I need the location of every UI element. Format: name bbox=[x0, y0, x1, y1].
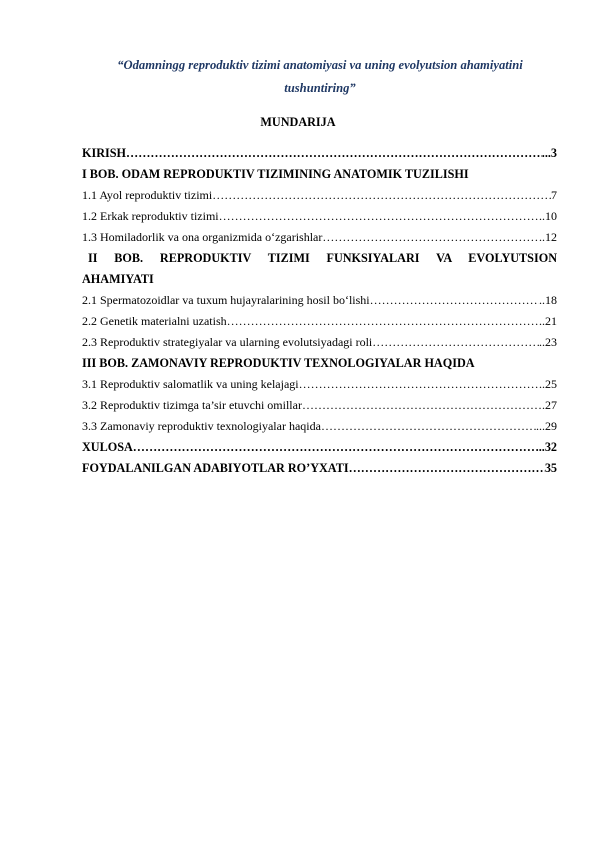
toc-page-number: ..25 bbox=[539, 377, 557, 391]
toc-entry-2-1[interactable] bbox=[82, 290, 557, 311]
toc-heading: MUNDARIJA bbox=[260, 115, 336, 129]
document-title: “Odamningg reproduktiv tizimi anatomiyasi va uning evolyutsion ahamiyatini tushuntiring” bbox=[117, 58, 523, 95]
toc-chapter-3[interactable]: III BOB. ZAMONAVIY REPRODUKTIV TEXNOLOGIYALAR HAQIDA bbox=[82, 356, 475, 370]
toc-entry-label: 1.2 Erkak reproduktiv tizimi bbox=[82, 209, 219, 223]
toc-entry-2-3[interactable] bbox=[82, 332, 557, 353]
toc-leader-dots bbox=[370, 290, 539, 311]
toc-chapter-2-line-1[interactable]: II BOB. REPRODUKTIV TIZIMI FUNKSIYALARI VA EVOLYUTSION bbox=[88, 251, 557, 265]
toc-entry-label: FOYDALANILGAN ADABIYOTLAR RO’YXATI bbox=[82, 461, 349, 475]
toc-entry-1-2[interactable] bbox=[82, 206, 557, 227]
toc-entry-references[interactable] bbox=[82, 458, 557, 479]
toc-entry-label: 3.1 Reproduktiv salomatlik va uning kelajagi bbox=[82, 377, 299, 391]
toc-entry-label: 2.2 Genetik materialni uzatish bbox=[82, 314, 227, 328]
toc-leader-dots bbox=[322, 227, 539, 248]
toc-chapter-1[interactable]: I BOB. ODAM REPRODUKTIV TIZIMINING ANATOMIK TUZILISHI bbox=[82, 167, 469, 181]
toc-entry-label: XULOSA bbox=[82, 440, 133, 454]
toc-page-number: ..10 bbox=[539, 209, 557, 223]
toc-entry-intro[interactable] bbox=[82, 143, 557, 164]
toc-entry-label: 3.3 Zamonaviy reproduktiv texnologiyalar haqida bbox=[82, 419, 321, 433]
toc-page-number: ..12 bbox=[539, 230, 557, 244]
toc-page-number: ...32 bbox=[535, 440, 557, 454]
toc-entry-3-3[interactable] bbox=[82, 416, 557, 437]
toc-entry-3-2[interactable] bbox=[82, 395, 557, 416]
toc-page-number: ...3 bbox=[541, 146, 557, 160]
toc-entry-1-1[interactable] bbox=[82, 185, 557, 206]
toc-leader-dots bbox=[349, 458, 545, 479]
toc-page-number: 7 bbox=[551, 188, 557, 202]
toc-entry-label: 2.1 Spermatozoidlar va tuxum hujayralarining hosil bo‘lishi bbox=[82, 293, 370, 307]
toc-leader-dots bbox=[302, 395, 542, 416]
toc-leader-dots bbox=[299, 374, 539, 395]
toc-leader-dots bbox=[321, 416, 536, 437]
toc-page-number: ..23 bbox=[539, 335, 557, 349]
toc-entry-conclusion[interactable] bbox=[82, 437, 557, 458]
toc-page-number: 35 bbox=[544, 461, 557, 475]
toc-entry-label: 2.3 Reproduktiv strategiyalar va ularning evolutsiyadagi roli bbox=[82, 335, 373, 349]
toc-entry-label: 1.1 Ayol reproduktiv tizimi bbox=[82, 188, 213, 202]
toc-entry-label: KIRISH bbox=[82, 146, 127, 160]
toc-page-number: ..18 bbox=[539, 293, 557, 307]
toc-leader-dots bbox=[219, 206, 539, 227]
toc-entry-label: 3.2 Reproduktiv tizimga ta’sir etuvchi omillar bbox=[82, 398, 302, 412]
toc-entry-1-3[interactable] bbox=[82, 227, 557, 248]
toc-page-number: .27 bbox=[542, 398, 557, 412]
toc-entry-2-2[interactable] bbox=[82, 311, 557, 332]
toc-leader-dots bbox=[126, 143, 542, 164]
toc-chapter-2-line-2[interactable]: AHAMIYATI bbox=[82, 272, 154, 286]
toc-entry-3-1[interactable] bbox=[82, 374, 557, 395]
toc-leader-dots bbox=[133, 437, 536, 458]
toc-page-number: ...29 bbox=[536, 419, 557, 433]
table-of-contents bbox=[82, 143, 557, 479]
toc-entry-label: 1.3 Homiladorlik va ona organizmida o‘zgarishlar bbox=[82, 230, 323, 244]
toc-page-number: ..21 bbox=[539, 314, 557, 328]
toc-leader-dots bbox=[212, 185, 551, 206]
toc-leader-dots bbox=[227, 311, 539, 332]
toc-leader-dots bbox=[372, 332, 539, 353]
